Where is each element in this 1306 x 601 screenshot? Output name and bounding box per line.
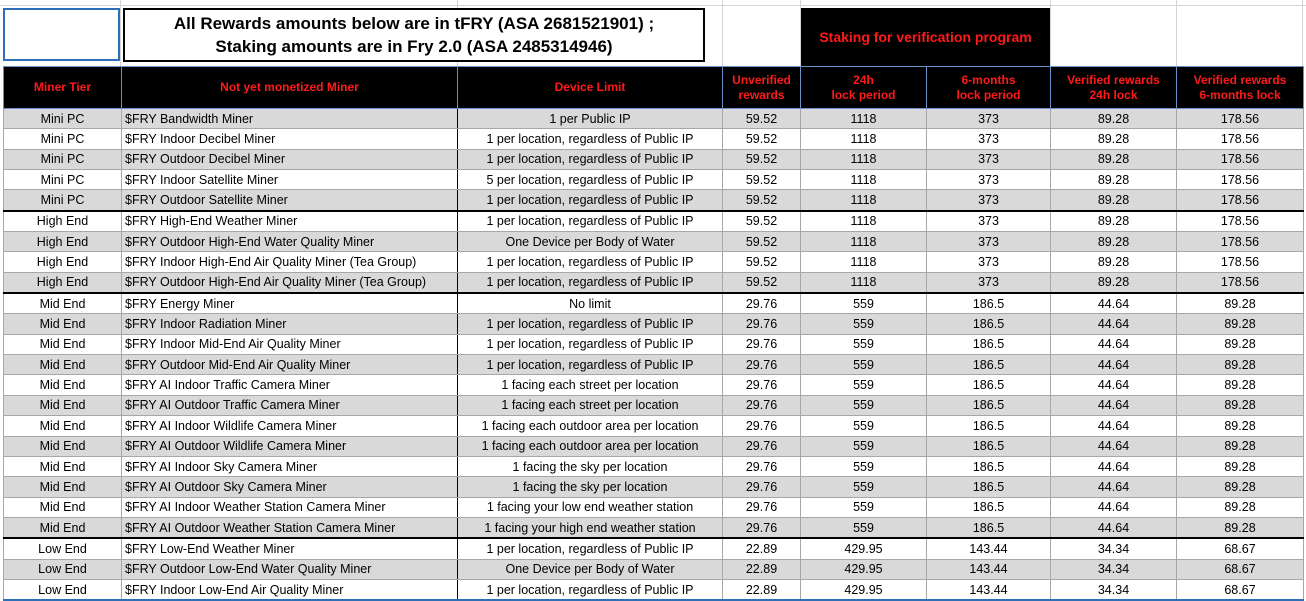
cell-unverified-rewards[interactable]: 22.89 bbox=[723, 579, 801, 600]
column-header-line: Unverified bbox=[732, 72, 791, 87]
cell-lock-24h[interactable]: 559 bbox=[801, 375, 927, 395]
table-row bbox=[4, 272, 1304, 293]
cell-lock-6m[interactable]: 373 bbox=[927, 149, 1051, 169]
cell-verified-6m[interactable]: 89.28 bbox=[1177, 416, 1304, 436]
cell-lock-6m[interactable]: 143.44 bbox=[927, 579, 1051, 600]
cell-verified-24h[interactable]: 89.28 bbox=[1051, 109, 1177, 129]
cell-unverified-rewards[interactable]: 29.76 bbox=[723, 375, 801, 395]
column-header-miner-tier[interactable] bbox=[4, 67, 122, 109]
cell-miner-tier[interactable]: High End bbox=[4, 272, 122, 293]
cell-unverified-rewards[interactable]: 22.89 bbox=[723, 538, 801, 559]
cell-unverified-rewards[interactable]: 59.52 bbox=[723, 129, 801, 149]
cell-device-limit[interactable]: 1 facing your high end weather station bbox=[458, 517, 723, 538]
cell-miner-name[interactable]: $FRY High-End Weather Miner bbox=[122, 211, 458, 232]
cell-miner-tier[interactable]: Mid End bbox=[4, 497, 122, 517]
cell-lock-24h[interactable]: 559 bbox=[801, 477, 927, 497]
cell-verified-24h[interactable]: 44.64 bbox=[1051, 355, 1177, 375]
cell-lock-24h[interactable]: 429.95 bbox=[801, 579, 927, 600]
column-header-line: lock period bbox=[956, 87, 1021, 102]
cell-device-limit[interactable]: 1 facing each outdoor area per location bbox=[458, 416, 723, 436]
column-header-unverified-rewards[interactable] bbox=[723, 67, 801, 109]
cell-unverified-rewards[interactable]: 29.76 bbox=[723, 334, 801, 354]
cell-device-limit[interactable]: 1 per location, regardless of Public IP bbox=[458, 149, 723, 169]
cell-unverified-rewards[interactable]: 29.76 bbox=[723, 314, 801, 334]
cell-verified-6m[interactable]: 68.67 bbox=[1177, 579, 1304, 600]
cell-device-limit[interactable]: 1 facing your low end weather station bbox=[458, 497, 723, 517]
cell-miner-name[interactable]: $FRY Outdoor Decibel Miner bbox=[122, 149, 458, 169]
cell-miner-tier[interactable]: Mini PC bbox=[4, 190, 122, 211]
table-row bbox=[4, 436, 1304, 456]
cell-device-limit[interactable]: 1 per location, regardless of Public IP bbox=[458, 190, 723, 211]
cell-miner-name[interactable]: $FRY AI Outdoor Sky Camera Miner bbox=[122, 477, 458, 497]
cell-miner-name[interactable]: $FRY AI Indoor Sky Camera Miner bbox=[122, 456, 458, 476]
cell-miner-tier[interactable]: High End bbox=[4, 252, 122, 272]
cell-miner-name[interactable]: $FRY AI Indoor Traffic Camera Miner bbox=[122, 375, 458, 395]
cell-lock-6m[interactable]: 186.5 bbox=[927, 497, 1051, 517]
column-header-device-limit[interactable] bbox=[458, 67, 723, 109]
cell-lock-6m[interactable]: 186.5 bbox=[927, 293, 1051, 314]
table-row bbox=[4, 517, 1304, 538]
cell-verified-24h[interactable]: 44.64 bbox=[1051, 334, 1177, 354]
cell-lock-6m[interactable]: 186.5 bbox=[927, 355, 1051, 375]
cell-miner-name[interactable]: $FRY Indoor High-End Air Quality Miner (Tea Group) bbox=[122, 252, 458, 272]
column-header-verified-24h[interactable] bbox=[1051, 67, 1177, 109]
cell-lock-24h[interactable]: 1118 bbox=[801, 190, 927, 211]
cell-verified-24h[interactable]: 89.28 bbox=[1051, 232, 1177, 252]
cell-lock-6m[interactable]: 186.5 bbox=[927, 436, 1051, 456]
cell-verified-24h[interactable]: 44.64 bbox=[1051, 477, 1177, 497]
cell-unverified-rewards[interactable]: 29.76 bbox=[723, 517, 801, 538]
column-header-line: Verified rewards bbox=[1067, 72, 1160, 87]
cell-device-limit[interactable]: 1 per location, regardless of Public IP bbox=[458, 314, 723, 334]
cell-lock-24h[interactable]: 559 bbox=[801, 355, 927, 375]
cell-verified-24h[interactable]: 89.28 bbox=[1051, 252, 1177, 272]
cell-miner-tier[interactable]: High End bbox=[4, 211, 122, 232]
table-row bbox=[4, 314, 1304, 334]
cell-verified-24h[interactable]: 89.28 bbox=[1051, 211, 1177, 232]
cell-device-limit[interactable]: 1 per Public IP bbox=[458, 109, 723, 129]
cell-lock-6m[interactable]: 186.5 bbox=[927, 314, 1051, 334]
table-row bbox=[4, 293, 1304, 314]
cell-verified-6m[interactable]: 89.28 bbox=[1177, 436, 1304, 456]
table-row bbox=[4, 232, 1304, 252]
cell-lock-24h[interactable]: 1118 bbox=[801, 272, 927, 293]
cell-verified-24h[interactable]: 89.28 bbox=[1051, 272, 1177, 293]
cell-device-limit[interactable]: 1 facing each outdoor area per location bbox=[458, 436, 723, 456]
cell-miner-tier[interactable]: Mid End bbox=[4, 416, 122, 436]
cell-miner-name[interactable]: $FRY Indoor Mid-End Air Quality Miner bbox=[122, 334, 458, 354]
header-row bbox=[4, 67, 1304, 109]
cell-device-limit[interactable]: One Device per Body of Water bbox=[458, 559, 723, 579]
grid-line bbox=[722, 0, 723, 66]
cell-verified-24h[interactable]: 44.64 bbox=[1051, 293, 1177, 314]
cell-device-limit[interactable]: 1 per location, regardless of Public IP bbox=[458, 211, 723, 232]
table-row bbox=[4, 149, 1304, 169]
cell-verified-24h[interactable]: 44.64 bbox=[1051, 456, 1177, 476]
cell-verified-6m[interactable]: 89.28 bbox=[1177, 355, 1304, 375]
cell-unverified-rewards[interactable]: 29.76 bbox=[723, 456, 801, 476]
title-line-1: All Rewards amounts below are in tFRY (ASA 2681521901) ; bbox=[173, 14, 655, 33]
cell-device-limit[interactable]: 1 facing the sky per location bbox=[458, 456, 723, 476]
cell-miner-tier[interactable]: Low End bbox=[4, 559, 122, 579]
cell-verified-24h[interactable]: 44.64 bbox=[1051, 416, 1177, 436]
cell-verified-6m[interactable]: 178.56 bbox=[1177, 129, 1304, 149]
cell-lock-6m[interactable]: 186.5 bbox=[927, 416, 1051, 436]
cell-verified-6m[interactable]: 89.28 bbox=[1177, 375, 1304, 395]
cell-verified-6m[interactable]: 89.28 bbox=[1177, 477, 1304, 497]
cell-verified-24h[interactable]: 34.34 bbox=[1051, 579, 1177, 600]
table-row bbox=[4, 109, 1304, 129]
cell-lock-6m[interactable]: 143.44 bbox=[927, 559, 1051, 579]
column-header-line: lock period bbox=[831, 87, 896, 102]
title-line-2: Staking amounts are in Fry 2.0 (ASA 2485314946) bbox=[215, 37, 613, 56]
cell-miner-name[interactable]: $FRY Low-End Weather Miner bbox=[122, 538, 458, 559]
column-header-line: 6-months bbox=[961, 72, 1016, 87]
cell-lock-24h[interactable]: 429.95 bbox=[801, 538, 927, 559]
cell-verified-24h[interactable]: 89.28 bbox=[1051, 170, 1177, 190]
cell-device-limit[interactable]: 1 per location, regardless of Public IP bbox=[458, 252, 723, 272]
cell-device-limit[interactable]: 1 facing the sky per location bbox=[458, 477, 723, 497]
cell-verified-6m[interactable]: 68.67 bbox=[1177, 559, 1304, 579]
cell-verified-6m[interactable]: 89.28 bbox=[1177, 314, 1304, 334]
cell-lock-24h[interactable]: 559 bbox=[801, 416, 927, 436]
cell-verified-24h[interactable]: 89.28 bbox=[1051, 190, 1177, 211]
table-row bbox=[4, 355, 1304, 375]
cell-device-limit[interactable]: 1 per location, regardless of Public IP bbox=[458, 129, 723, 149]
cell-miner-name[interactable]: $FRY Outdoor High-End Water Quality Miner bbox=[122, 232, 458, 252]
cell-unverified-rewards[interactable]: 29.76 bbox=[723, 395, 801, 415]
column-header-line: 6-months lock bbox=[1199, 87, 1281, 102]
cell-miner-tier[interactable]: Mid End bbox=[4, 395, 122, 415]
column-header-line: Not yet monetized Miner bbox=[220, 80, 359, 94]
cell-lock-24h[interactable]: 559 bbox=[801, 436, 927, 456]
cell-lock-24h[interactable]: 1118 bbox=[801, 149, 927, 169]
cell-unverified-rewards[interactable]: 29.76 bbox=[723, 497, 801, 517]
table-row bbox=[4, 456, 1304, 476]
cell-lock-6m[interactable]: 186.5 bbox=[927, 395, 1051, 415]
cell-device-limit[interactable]: 5 per location, regardless of Public IP bbox=[458, 170, 723, 190]
cell-unverified-rewards[interactable]: 22.89 bbox=[723, 559, 801, 579]
cell-unverified-rewards[interactable]: 29.76 bbox=[723, 416, 801, 436]
cell-miner-tier[interactable]: Mid End bbox=[4, 456, 122, 476]
column-header-line: Verified rewards bbox=[1193, 72, 1287, 87]
table-row bbox=[4, 559, 1304, 579]
cell-unverified-rewards[interactable]: 29.76 bbox=[723, 355, 801, 375]
cell-device-limit[interactable]: 1 per location, regardless of Public IP bbox=[458, 579, 723, 600]
cell-device-limit[interactable]: One Device per Body of Water bbox=[458, 232, 723, 252]
cell-miner-name[interactable]: $FRY Indoor Satellite Miner bbox=[122, 170, 458, 190]
cell-verified-6m[interactable]: 178.56 bbox=[1177, 190, 1304, 211]
cell-verified-24h[interactable]: 44.64 bbox=[1051, 497, 1177, 517]
cell-verified-24h[interactable]: 44.64 bbox=[1051, 375, 1177, 395]
cell-device-limit[interactable]: 1 facing each street per location bbox=[458, 375, 723, 395]
cell-miner-name[interactable]: $FRY Indoor Decibel Miner bbox=[122, 129, 458, 149]
cell-verified-24h[interactable]: 44.64 bbox=[1051, 314, 1177, 334]
cell-lock-24h[interactable]: 559 bbox=[801, 456, 927, 476]
cell-lock-24h[interactable]: 429.95 bbox=[801, 559, 927, 579]
cell-lock-6m[interactable]: 373 bbox=[927, 129, 1051, 149]
cell-verified-24h[interactable]: 89.28 bbox=[1051, 129, 1177, 149]
column-header-line: 24h bbox=[853, 72, 874, 87]
cell-verified-6m[interactable]: 178.56 bbox=[1177, 252, 1304, 272]
cell-device-limit[interactable]: 1 per location, regardless of Public IP bbox=[458, 272, 723, 293]
table-row bbox=[4, 252, 1304, 272]
cell-device-limit[interactable]: 1 per location, regardless of Public IP bbox=[458, 355, 723, 375]
cell-verified-6m[interactable]: 178.56 bbox=[1177, 109, 1304, 129]
column-header-line: rewards bbox=[738, 87, 785, 102]
cell-verified-24h[interactable]: 34.34 bbox=[1051, 538, 1177, 559]
table-row bbox=[4, 497, 1304, 517]
cell-miner-tier[interactable]: Mini PC bbox=[4, 109, 122, 129]
cell-unverified-rewards[interactable]: 59.52 bbox=[723, 272, 801, 293]
column-header-line: Device Limit bbox=[554, 80, 626, 94]
cell-miner-name[interactable]: $FRY Outdoor Mid-End Air Quality Miner bbox=[122, 355, 458, 375]
cell-verified-6m[interactable]: 178.56 bbox=[1177, 170, 1304, 190]
table-row bbox=[4, 538, 1304, 559]
table-row bbox=[4, 579, 1304, 600]
cell-verified-24h[interactable]: 44.64 bbox=[1051, 395, 1177, 415]
column-header-line: 24h lock bbox=[1089, 87, 1138, 102]
cell-verified-6m[interactable]: 178.56 bbox=[1177, 149, 1304, 169]
cell-miner-tier[interactable]: Mini PC bbox=[4, 149, 122, 169]
column-header-lock-24h[interactable] bbox=[801, 67, 927, 109]
cell-unverified-rewards[interactable]: 59.52 bbox=[723, 252, 801, 272]
cell-lock-6m[interactable]: 186.5 bbox=[927, 477, 1051, 497]
cell-lock-6m[interactable]: 186.5 bbox=[927, 334, 1051, 354]
cell-miner-tier[interactable]: Mid End bbox=[4, 436, 122, 456]
cell-lock-6m[interactable]: 373 bbox=[927, 272, 1051, 293]
cell-verified-6m[interactable]: 68.67 bbox=[1177, 538, 1304, 559]
cell-verified-24h[interactable]: 44.64 bbox=[1051, 517, 1177, 538]
table-row bbox=[4, 129, 1304, 149]
title-cell[interactable] bbox=[123, 8, 705, 62]
cell-unverified-rewards[interactable]: 29.76 bbox=[723, 293, 801, 314]
cell-miner-tier[interactable]: Mid End bbox=[4, 375, 122, 395]
cell-miner-name[interactable]: $FRY Indoor Radiation Miner bbox=[122, 314, 458, 334]
cell-miner-tier[interactable]: Mid End bbox=[4, 334, 122, 354]
cell-miner-tier[interactable]: Mid End bbox=[4, 517, 122, 538]
cell-device-limit[interactable]: No limit bbox=[458, 293, 723, 314]
cell-miner-tier[interactable]: Low End bbox=[4, 579, 122, 600]
cell-miner-tier[interactable]: Mid End bbox=[4, 355, 122, 375]
cell-device-limit[interactable]: 1 per location, regardless of Public IP bbox=[458, 334, 723, 354]
column-header-line: Miner Tier bbox=[33, 80, 92, 94]
cell-unverified-rewards[interactable]: 29.76 bbox=[723, 436, 801, 456]
cell-verified-24h[interactable]: 34.34 bbox=[1051, 559, 1177, 579]
grid-line bbox=[1176, 0, 1177, 66]
cell-lock-6m[interactable]: 373 bbox=[927, 232, 1051, 252]
cell-unverified-rewards[interactable]: 59.52 bbox=[723, 232, 801, 252]
cell-verified-6m[interactable]: 89.28 bbox=[1177, 517, 1304, 538]
grid-line bbox=[1302, 0, 1303, 66]
table-row bbox=[4, 170, 1304, 190]
table-row bbox=[4, 416, 1304, 436]
cell-miner-name[interactable]: $FRY Energy Miner bbox=[122, 293, 458, 314]
rewards-table bbox=[3, 66, 1304, 601]
cell-lock-24h[interactable]: 1118 bbox=[801, 252, 927, 272]
cell-unverified-rewards[interactable]: 59.52 bbox=[723, 190, 801, 211]
cell-miner-name[interactable]: $FRY AI Indoor Weather Station Camera Miner bbox=[122, 497, 458, 517]
cell-miner-name[interactable]: $FRY AI Indoor Wildlife Camera Miner bbox=[122, 416, 458, 436]
staking-program-label: Staking for verification program bbox=[819, 29, 1032, 45]
cell-verified-6m[interactable]: 89.28 bbox=[1177, 497, 1304, 517]
cell-lock-24h[interactable]: 559 bbox=[801, 314, 927, 334]
cell-miner-tier[interactable]: Low End bbox=[4, 538, 122, 559]
cell-lock-24h[interactable]: 1118 bbox=[801, 109, 927, 129]
table-row bbox=[4, 477, 1304, 497]
cell-lock-24h[interactable]: 559 bbox=[801, 293, 927, 314]
cell-lock-6m[interactable]: 186.5 bbox=[927, 517, 1051, 538]
grid-line bbox=[1050, 0, 1051, 66]
grid-line bbox=[120, 0, 121, 66]
cell-lock-24h[interactable]: 559 bbox=[801, 497, 927, 517]
cell-miner-tier[interactable]: Mid End bbox=[4, 477, 122, 497]
selected-cell[interactable] bbox=[3, 8, 120, 61]
cell-verified-6m[interactable]: 178.56 bbox=[1177, 232, 1304, 252]
cell-lock-6m[interactable]: 186.5 bbox=[927, 375, 1051, 395]
cell-miner-name[interactable]: $FRY Indoor Low-End Air Quality Miner bbox=[122, 579, 458, 600]
cell-unverified-rewards[interactable]: 59.52 bbox=[723, 211, 801, 232]
cell-lock-24h[interactable]: 559 bbox=[801, 395, 927, 415]
cell-verified-6m[interactable]: 89.28 bbox=[1177, 456, 1304, 476]
cell-lock-24h[interactable]: 1118 bbox=[801, 170, 927, 190]
cell-unverified-rewards[interactable]: 59.52 bbox=[723, 170, 801, 190]
cell-lock-24h[interactable]: 559 bbox=[801, 517, 927, 538]
table-row bbox=[4, 190, 1304, 211]
cell-verified-6m[interactable]: 178.56 bbox=[1177, 272, 1304, 293]
cell-miner-name[interactable]: $FRY AI Outdoor Traffic Camera Miner bbox=[122, 395, 458, 415]
cell-lock-24h[interactable]: 1118 bbox=[801, 211, 927, 232]
cell-lock-6m[interactable]: 373 bbox=[927, 109, 1051, 129]
cell-device-limit[interactable]: 1 facing each street per location bbox=[458, 395, 723, 415]
table-body bbox=[4, 109, 1304, 601]
staking-program-cell[interactable] bbox=[801, 8, 1050, 66]
cell-lock-24h[interactable]: 559 bbox=[801, 334, 927, 354]
cell-lock-6m[interactable]: 373 bbox=[927, 170, 1051, 190]
table-row bbox=[4, 375, 1304, 395]
cell-miner-tier[interactable]: Mid End bbox=[4, 314, 122, 334]
column-header-verified-6m[interactable] bbox=[1177, 67, 1304, 109]
cell-verified-6m[interactable]: 178.56 bbox=[1177, 211, 1304, 232]
cell-miner-name[interactable]: $FRY AI Outdoor Weather Station Camera Miner bbox=[122, 517, 458, 538]
cell-lock-6m[interactable]: 143.44 bbox=[927, 538, 1051, 559]
cell-lock-6m[interactable]: 373 bbox=[927, 190, 1051, 211]
cell-miner-name[interactable]: $FRY Outdoor Satellite Miner bbox=[122, 190, 458, 211]
cell-device-limit[interactable]: 1 per location, regardless of Public IP bbox=[458, 538, 723, 559]
cell-miner-name[interactable]: $FRY Bandwidth Miner bbox=[122, 109, 458, 129]
cell-miner-tier[interactable]: High End bbox=[4, 232, 122, 252]
cell-verified-6m[interactable]: 89.28 bbox=[1177, 395, 1304, 415]
column-header-lock-6m[interactable] bbox=[927, 67, 1051, 109]
cell-verified-24h[interactable]: 89.28 bbox=[1051, 149, 1177, 169]
cell-miner-name[interactable]: $FRY Outdoor Low-End Water Quality Miner bbox=[122, 559, 458, 579]
cell-miner-tier[interactable]: Mini PC bbox=[4, 170, 122, 190]
cell-lock-24h[interactable]: 1118 bbox=[801, 129, 927, 149]
column-header-miner-name[interactable] bbox=[122, 67, 458, 109]
cell-miner-tier[interactable]: Mini PC bbox=[4, 129, 122, 149]
cell-miner-name[interactable]: $FRY Outdoor High-End Air Quality Miner (Tea Group) bbox=[122, 272, 458, 293]
cell-lock-6m[interactable]: 373 bbox=[927, 211, 1051, 232]
cell-lock-24h[interactable]: 1118 bbox=[801, 232, 927, 252]
cell-verified-24h[interactable]: 44.64 bbox=[1051, 436, 1177, 456]
cell-unverified-rewards[interactable]: 29.76 bbox=[723, 477, 801, 497]
table-row bbox=[4, 211, 1304, 232]
table-row bbox=[4, 395, 1304, 415]
cell-lock-6m[interactable]: 373 bbox=[927, 252, 1051, 272]
table-row bbox=[4, 334, 1304, 354]
cell-lock-6m[interactable]: 186.5 bbox=[927, 456, 1051, 476]
cell-miner-tier[interactable]: Mid End bbox=[4, 293, 122, 314]
cell-miner-name[interactable]: $FRY AI Outdoor Wildlife Camera Miner bbox=[122, 436, 458, 456]
cell-unverified-rewards[interactable]: 59.52 bbox=[723, 109, 801, 129]
cell-unverified-rewards[interactable]: 59.52 bbox=[723, 149, 801, 169]
cell-verified-6m[interactable]: 89.28 bbox=[1177, 334, 1304, 354]
grid-line bbox=[0, 5, 1306, 6]
cell-verified-6m[interactable]: 89.28 bbox=[1177, 293, 1304, 314]
